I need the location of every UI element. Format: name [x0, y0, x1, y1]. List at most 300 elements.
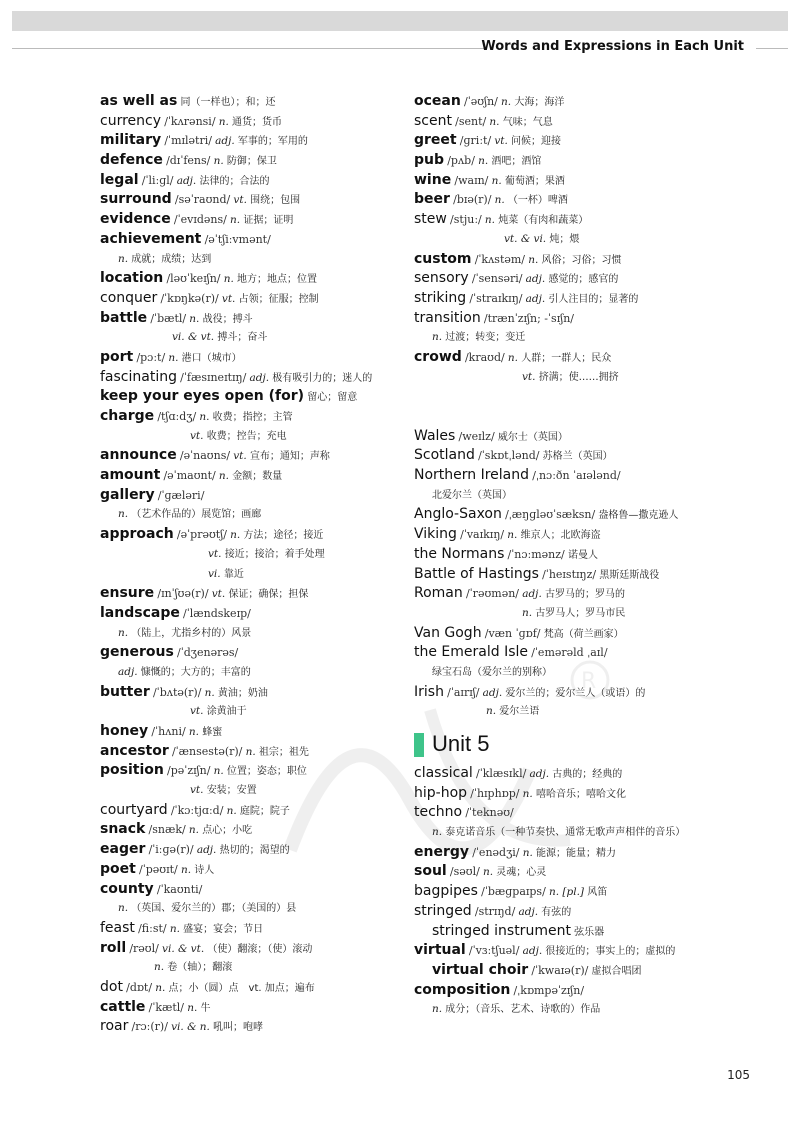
definition: 卷（轴）；翻滚 [167, 962, 233, 974]
vocab-line [100, 151, 400, 171]
phonetic: /ˈmɪlətri/ [164, 134, 212, 148]
part-of-speech: adj. [518, 905, 539, 918]
part-of-speech: adj. [196, 844, 217, 857]
definition: 蜂蜜 [202, 727, 223, 738]
definition: 成就；成绩；达到 [131, 253, 212, 265]
vocab-word: energy [414, 843, 470, 860]
vocab-line [100, 702, 400, 722]
right-vocab-list [414, 92, 784, 387]
vocab-line [414, 1000, 784, 1020]
definition: 收费；控告；充电 [206, 430, 287, 442]
vocab-line [100, 505, 400, 525]
phonetic: /pʌb/ [447, 154, 475, 168]
phonetic: /ˌæŋɡləʊˈsæksn/ [505, 508, 596, 522]
definition: 诺曼人 [567, 549, 598, 561]
definition: 过渡；转变；变迁 [445, 332, 526, 344]
vocab-word: the Normans [414, 545, 505, 562]
phonetic: /əˈmaʊnt/ [163, 469, 216, 483]
part-of-speech: n. [245, 745, 256, 758]
phonetic: /ˈkɒŋkə(r)/ [160, 291, 219, 305]
phonetic: /ˈkætl/ [148, 1000, 185, 1014]
definition: （使）翻滚；（使）滚动 [207, 943, 313, 955]
vocab-line [414, 624, 784, 644]
vocab-line [414, 941, 784, 961]
vocab-line [100, 1017, 400, 1037]
part-of-speech: n. [432, 1003, 443, 1016]
definition: 证据；证明 [243, 215, 294, 227]
vocab-word: classical [414, 765, 473, 781]
vocab-word: composition [414, 981, 511, 998]
part-of-speech: adj. [176, 174, 197, 187]
vocab-line [414, 784, 784, 804]
vocab-word: greet [414, 132, 457, 149]
phonetic: /ˈkaʊnti/ [156, 882, 203, 896]
vocab-word: Roman [414, 585, 463, 602]
definition: 成分；（音乐、艺术、诗歌的）作品 [445, 1004, 601, 1016]
vocab-word: transition [414, 309, 481, 326]
phonetic: /ˈklæsɪkl/ [476, 767, 527, 780]
part-of-speech: n. [522, 787, 533, 800]
part-of-speech: n. [188, 824, 199, 837]
unit-heading [414, 724, 784, 764]
definition: 防御；保卫 [226, 156, 277, 168]
phonetic: /sent/ [455, 114, 487, 128]
definition: 收费；指控；主管 [212, 412, 293, 423]
definition: 感觉的；感官的 [548, 274, 619, 286]
definition: （陆上，尤指乡村的）风景 [131, 627, 252, 639]
definition: 梵高（荷兰画家） [543, 628, 624, 640]
vocab-word: battle [100, 309, 148, 326]
vocab-line [100, 112, 400, 132]
phonetic: /ˈhɪphɒp/ [470, 786, 520, 800]
vocab-word: cattle [100, 998, 146, 1015]
left-column [100, 92, 400, 1037]
phonetic: /dɒt/ [126, 980, 153, 994]
vocab-word: keep your eyes open (for) [100, 388, 305, 405]
part-of-speech: n. [486, 705, 497, 718]
vocab-word: courtyard [100, 801, 168, 818]
svg-text:R: R [581, 669, 597, 694]
vocab-line [100, 801, 400, 821]
definition: 大海；海洋 [514, 97, 565, 108]
definition: 风笛 [587, 887, 608, 899]
definition: 法律的；合法的 [199, 175, 270, 187]
part-of-speech: vt. [233, 194, 247, 207]
part-of-speech: n. [218, 470, 230, 483]
vocab-line [100, 860, 400, 880]
part-of-speech: n. [226, 804, 237, 817]
vocab-line [414, 466, 784, 486]
vocab-line [414, 131, 784, 151]
vocab-line [414, 230, 784, 250]
vocab-line [414, 683, 784, 703]
definition: 盛宴；宴会；节日 [183, 923, 264, 935]
vocab-word: roll [100, 939, 127, 956]
part-of-speech: adj. [529, 768, 550, 780]
vocab-line [414, 446, 784, 466]
definition: 弦乐器 [574, 926, 605, 938]
part-of-speech: n. [204, 686, 215, 699]
phonetic: /ɪnˈʃʊə(r)/ [157, 587, 209, 601]
spacer [414, 387, 784, 407]
vocab-word: defence [100, 152, 163, 169]
vocab-line [414, 803, 784, 823]
definition: 通货；货币 [232, 116, 283, 128]
definition: 慷慨的；大方的；丰富的 [140, 666, 251, 678]
part-of-speech: vt. [211, 588, 226, 601]
vocab-word: ocean [414, 93, 461, 109]
part-of-speech: n. [432, 331, 443, 344]
vocab-word: Irish [414, 683, 444, 700]
definition: 宣布；通知；声称 [249, 451, 330, 463]
definition: 黄油；奶油 [217, 687, 268, 699]
part-of-speech: n. [118, 252, 129, 265]
phonetic: /ˈteknəʊ/ [465, 806, 514, 820]
vocab-line [100, 269, 400, 289]
part-of-speech: n. [522, 606, 533, 619]
part-of-speech: vt. & vi. [504, 232, 547, 245]
part-of-speech: n. [118, 508, 129, 521]
definition: 保证；确保；担保 [228, 589, 309, 601]
definition: 诗人 [194, 864, 215, 876]
definition: 位置；姿态；职位 [226, 766, 307, 778]
phonetic: /ˈbætl/ [150, 311, 187, 325]
part-of-speech: n. [501, 96, 512, 108]
page-header [0, 39, 800, 56]
vocab-line [100, 466, 400, 486]
phonetic: /tʃɑːdʒ/ [157, 410, 197, 423]
definition: 很接近的；事实上的；虚拟的 [545, 946, 676, 958]
vocab-line [414, 545, 784, 565]
phonetic: /ˈbæɡpaɪps/ [481, 885, 546, 899]
part-of-speech: adj. [522, 588, 542, 601]
definition: 地方；地点；位置 [236, 274, 317, 286]
part-of-speech: n. [118, 626, 129, 639]
part-of-speech: n. [489, 115, 500, 128]
part-of-speech: adj. [215, 135, 235, 148]
part-of-speech: n. [154, 961, 165, 974]
part-of-speech: n. [213, 155, 224, 168]
part-of-speech: n. [188, 726, 200, 738]
part-of-speech: vi. & vt. [172, 331, 215, 344]
definition: 热切的；渴望的 [219, 845, 290, 857]
definition: （英国、爱尔兰的）郡；（美国的）县 [131, 903, 297, 915]
phonetic: /əˈnaʊns/ [179, 449, 231, 463]
part-of-speech: n. [230, 214, 241, 227]
proper-names-list [414, 427, 784, 722]
vocab-line [414, 862, 784, 882]
vocab-word: ensure [100, 585, 155, 602]
vocab-line [414, 643, 784, 663]
vocab-word: poet [100, 860, 136, 877]
vocab-word: as well as [100, 93, 178, 109]
vocab-line [100, 624, 400, 644]
definition: 点；小（圆）点 vt. 加点；遍布 [168, 982, 315, 994]
vocab-line [100, 643, 400, 663]
part-of-speech: n. [507, 529, 518, 542]
part-of-speech: n. [213, 765, 224, 778]
part-of-speech: n. [118, 902, 129, 915]
vocab-word: soul [414, 863, 447, 880]
part-of-speech: vt. [208, 547, 222, 560]
vocab-line [414, 112, 784, 132]
vocab-word: hip-hop [414, 784, 468, 801]
vocab-line [414, 702, 784, 722]
vocab-line [100, 919, 400, 939]
definition: 爱尔兰的；爱尔兰人（或语）的 [505, 687, 646, 699]
phonetic: /ˈhʌni/ [151, 725, 186, 738]
phonetic: /ˌkɒmpəˈzɪʃn/ [513, 983, 585, 997]
vocab-line [414, 604, 784, 624]
part-of-speech: vt. [190, 784, 204, 797]
vocab-line [100, 427, 400, 447]
definition: 盎格鲁—撒克逊人 [598, 510, 679, 522]
phonetic: /ˈlændskeɪp/ [183, 606, 251, 620]
vocab-line [100, 368, 400, 388]
part-of-speech: vi. & vt. [162, 942, 205, 955]
vocab-word: county [100, 880, 154, 897]
phonetic: /səˈraʊnd/ [174, 193, 231, 207]
definition: 维京人；北欧海盗 [520, 530, 601, 542]
phonetic: /fiːst/ [138, 921, 167, 935]
phonetic: /waɪn/ [454, 173, 489, 187]
definition: 气味；气息 [502, 116, 553, 128]
vocab-line [100, 171, 400, 191]
vocab-word: virtual [414, 942, 466, 959]
definition: （艺术作品的）展览馆；画廊 [131, 509, 262, 521]
phonetic: /ˈemərəld ˌaɪl/ [531, 646, 608, 660]
definition: 黑斯廷斯战役 [599, 569, 660, 581]
phonetic: /dɪˈfens/ [166, 154, 211, 168]
definition: 北爱尔兰（英国） [432, 489, 512, 501]
vocab-line [414, 823, 784, 843]
vocab-word: surround [100, 191, 172, 208]
phonetic: /ləʊˈkeɪʃn/ [166, 272, 221, 286]
part-of-speech: vt. [190, 705, 204, 718]
header-rule-left [12, 48, 487, 49]
definition: 挤满；使……拥挤 [538, 371, 619, 383]
definition: 涂黄油于 [206, 706, 247, 718]
vocab-word: ancestor [100, 742, 169, 759]
definition: 酒吧；酒馆 [491, 156, 542, 168]
vocab-line [414, 961, 784, 981]
vocab-word: eager [100, 841, 146, 858]
definition: 极有吸引力的；迷人的 [272, 372, 373, 384]
vocab-line [100, 939, 400, 959]
vocab-line [100, 742, 400, 762]
phonetic: /ˈbʌtə(r)/ [152, 685, 202, 699]
vocab-word: conquer [100, 289, 158, 306]
vocab-word: bagpipes [414, 883, 478, 900]
vocab-line [414, 505, 784, 525]
unit-title: Unit 5 [432, 731, 490, 756]
vocab-line [100, 722, 400, 742]
spacer [414, 407, 784, 427]
phonetic: /əˈprəʊtʃ/ [176, 528, 227, 542]
part-of-speech: n. [230, 529, 241, 542]
part-of-speech: n. [199, 411, 210, 423]
definition: 接近；接洽；着手处理 [224, 548, 325, 560]
vocab-line [100, 446, 400, 466]
phonetic: /ˌnɔːðn ˈaɪələnd/ [532, 469, 621, 483]
vocab-word: position [100, 762, 164, 779]
definition: 方法；途径；接近 [243, 530, 324, 542]
phonetic: /ˈkwaɪə(r)/ [531, 963, 589, 977]
phonetic: /ˈdʒenərəs/ [177, 646, 239, 660]
vocab-line [100, 545, 400, 565]
vocab-line [100, 486, 400, 506]
part-of-speech: n. [189, 312, 200, 325]
vocab-word: Wales [414, 427, 456, 444]
phonetic: /pəˈzɪʃn/ [167, 764, 211, 778]
vocab-line [414, 427, 784, 447]
part-of-speech: n. [528, 253, 539, 266]
definition: 能源；能量；精力 [536, 847, 616, 859]
vocab-word: stew [414, 211, 447, 228]
vocab-word: Northern Ireland [414, 467, 530, 484]
vocab-word: Anglo-Saxon [414, 506, 502, 523]
definition: 牛 [200, 1002, 211, 1014]
phonetic: /əˈtʃiːvmənt/ [204, 232, 271, 246]
phonetic: /rəʊl/ [129, 941, 159, 955]
definition: 古罗马的；罗马的 [544, 589, 625, 601]
phonetic: /ˈheɪstɪŋz/ [542, 567, 597, 581]
definition: 留心；留意 [307, 392, 358, 404]
part-of-speech: n. [484, 214, 496, 227]
vocab-word: port [100, 348, 134, 365]
definition: 炖；煨 [549, 233, 580, 245]
vocab-line [414, 348, 784, 368]
page-number: 105 [727, 1068, 750, 1082]
vocab-line [414, 565, 784, 585]
phonetic: /ˈpəʊɪt/ [139, 862, 178, 876]
definition: 引人注目的；显著的 [548, 293, 639, 305]
definition: 战役；搏斗 [202, 313, 253, 325]
vocab-line [414, 922, 784, 942]
vocab-word: crowd [414, 348, 462, 365]
definition: 祖宗；祖先 [258, 746, 309, 758]
vocab-line [100, 663, 400, 683]
vocab-word: Viking [414, 526, 457, 543]
phonetic: /kraʊd/ [464, 350, 505, 364]
part-of-speech: vt. [522, 370, 536, 383]
vocab-word: Van Gogh [414, 624, 482, 641]
phonetic: /ɡriːt/ [459, 134, 492, 148]
part-of-speech: vt. [190, 429, 204, 442]
vocab-word: amount [100, 467, 161, 484]
definition: 军事的；军用的 [237, 136, 308, 148]
definition: 人群；一群人；民众 [521, 352, 612, 364]
phonetic: /ˈkʌrənsi/ [164, 114, 216, 128]
vocab-word: charge [100, 408, 155, 424]
definition: 有弦的 [541, 906, 572, 918]
vocab-word: military [100, 132, 162, 149]
definition: 港口（城市） [181, 352, 242, 364]
vocab-word: announce [100, 447, 177, 464]
phonetic: /ˈkɔːtjɑːd/ [170, 803, 224, 817]
vocab-line [414, 902, 784, 922]
vocab-word: landscape [100, 604, 180, 621]
vocab-line [100, 880, 400, 900]
vocab-word: striking [414, 289, 467, 306]
phonetic: /ˈliːɡl/ [141, 173, 174, 187]
vocab-line [414, 151, 784, 171]
vocab-line [100, 820, 400, 840]
phonetic: /rɔː(r)/ [131, 1020, 168, 1034]
part-of-speech: n. [483, 866, 494, 879]
vocab-word: gallery [100, 486, 155, 503]
phonetic: /ˈevɪdəns/ [173, 213, 227, 227]
phonetic: /strɪŋd/ [474, 904, 516, 918]
phonetic: /bɪə(r)/ [453, 193, 492, 207]
vocab-word: currency [100, 112, 161, 129]
vocab-line [100, 781, 400, 801]
vocab-word: Battle of Hastings [414, 565, 539, 582]
phonetic: /ˈvɜːtʃuəl/ [468, 944, 520, 958]
top-gray-bar [12, 11, 788, 31]
vocab-line [414, 584, 784, 604]
definition: 金额；数量 [232, 471, 283, 483]
phonetic: /trænˈzɪʃn; -ˈsɪʃn/ [483, 311, 574, 325]
vocab-word: virtual choir [432, 961, 529, 978]
vocab-line [100, 230, 400, 250]
part-of-speech: n. [223, 273, 234, 286]
vocab-word: beer [414, 191, 450, 208]
part-of-speech: n. [187, 1001, 198, 1014]
vocab-line [100, 328, 400, 348]
phonetic: /ˈəʊʃn/ [464, 95, 498, 108]
vocab-line [414, 171, 784, 191]
vocab-line [414, 92, 784, 112]
vocab-line [100, 978, 400, 998]
header-rule-right [756, 48, 788, 49]
definition: 风俗；习俗；习惯 [541, 254, 622, 266]
vocab-line [100, 190, 400, 210]
definition: （一杯）啤酒 [507, 195, 568, 207]
vocab-word: evidence [100, 211, 171, 228]
vocab-word: feast [100, 919, 135, 936]
phonetic: /ˈsensəri/ [471, 272, 523, 286]
vocab-word: approach [100, 526, 174, 543]
vocab-word: dot [100, 978, 123, 995]
definition: 庭院；院子 [239, 805, 290, 817]
vocab-line [414, 486, 784, 506]
phonetic: /ˈaɪrɪʃ/ [447, 685, 480, 699]
definition: 占领；征服；控制 [238, 293, 319, 305]
phonetic: /ˈnɔːmənz/ [507, 547, 565, 561]
vocab-word: techno [414, 804, 463, 821]
part-of-speech: vt. [494, 135, 508, 148]
definition: 古罗马人；罗马市民 [535, 607, 626, 619]
vocab-word: honey [100, 723, 149, 739]
phonetic: /ˈɡæləri/ [157, 488, 205, 502]
phonetic: /səʊl/ [449, 865, 480, 879]
part-of-speech: vi. & n. [171, 1021, 210, 1034]
vocab-word: butter [100, 683, 150, 700]
vocab-word: generous [100, 644, 174, 661]
part-of-speech: vi. [208, 567, 221, 580]
vocab-word: roar [100, 1018, 129, 1035]
part-of-speech: adj. [249, 371, 270, 384]
phonetic: /ˈenədʒi/ [472, 845, 520, 859]
vocab-line [414, 981, 784, 1001]
phonetic: /ˈrəʊmən/ [465, 587, 520, 601]
part-of-speech: adj. [522, 945, 543, 958]
phonetic: /ˈvaɪkɪŋ/ [460, 528, 505, 542]
vocab-line [100, 899, 400, 919]
part-of-speech: vt. [221, 292, 236, 305]
vocab-line [414, 328, 784, 348]
